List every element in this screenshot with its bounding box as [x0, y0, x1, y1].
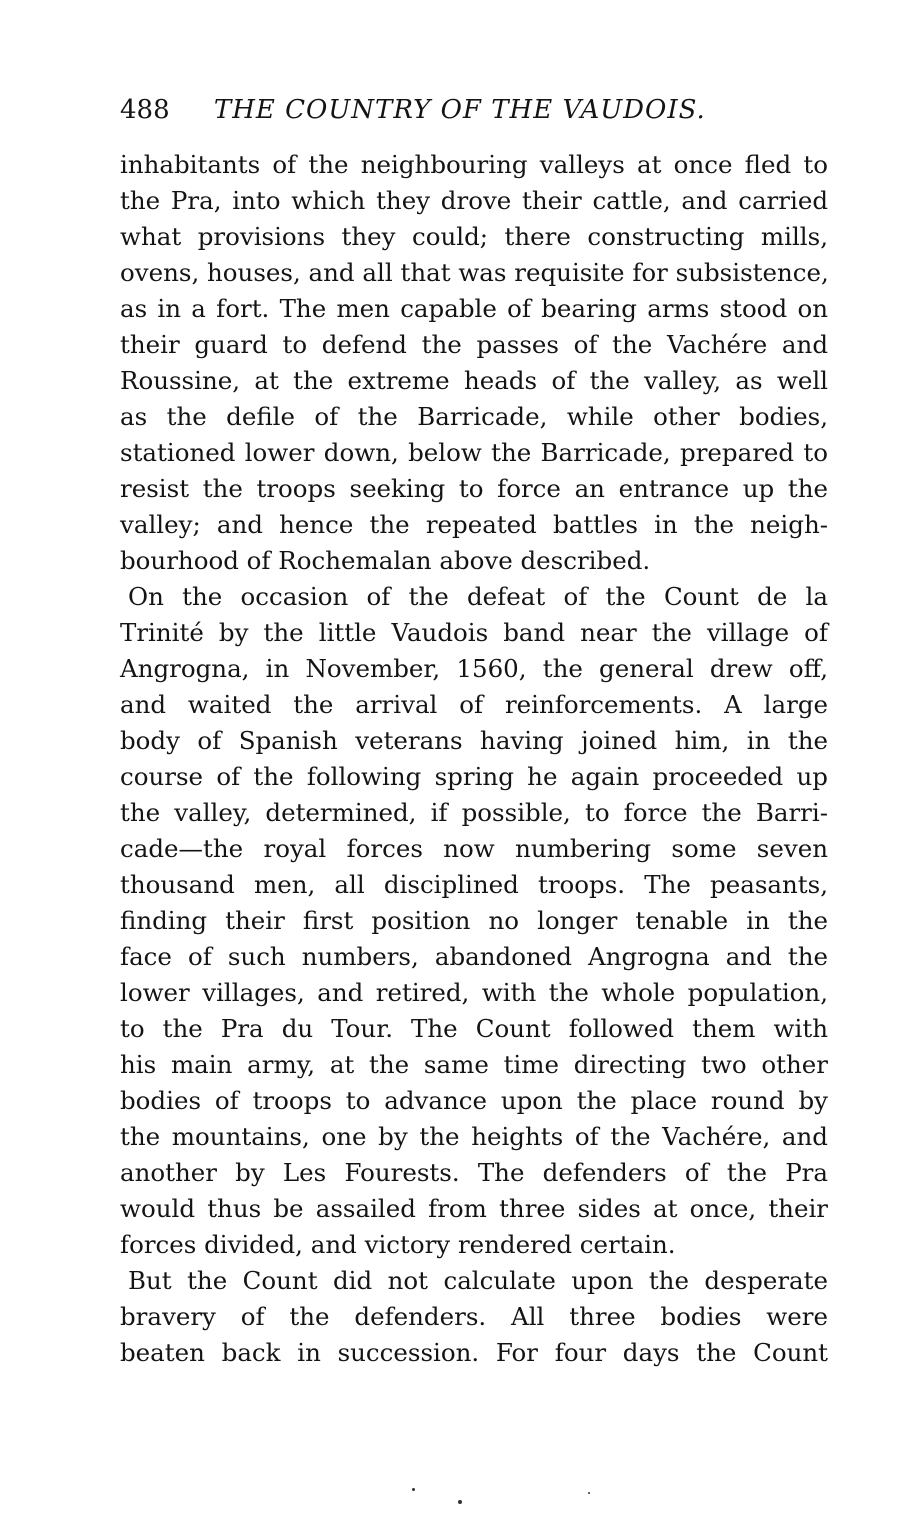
text-line: course of the following spring he again proceeded up — [120, 762, 828, 791]
body-text — [120, 147, 828, 1371]
paragraph-2 — [120, 579, 828, 1263]
running-title: THE COUNTRY OF THE VAUDOIS. — [213, 95, 706, 125]
text-line: Angrogna, in November, 1560, the general drew off, — [120, 654, 828, 683]
text-line: forces divided, and victory rendered certain. — [120, 1230, 676, 1259]
text-line: thousand men, all disciplined troops. The peasants, — [120, 870, 828, 899]
text-line: and waited the arrival of reinforcements. A large — [120, 690, 828, 719]
text-line: resist the troops seeking to force an entrance up the — [120, 474, 828, 503]
scan-speck — [458, 1500, 462, 1504]
text-line: valley; and hence the repeated battles in the neigh- — [120, 510, 828, 539]
text-line: On the occasion of the defeat of the Count de la — [128, 582, 828, 611]
text-line: as the defile of the Barricade, while other bodies, — [120, 402, 828, 431]
text-line: cade—the royal forces now numbering some seven — [120, 834, 828, 863]
text-line: the mountains, one by the heights of the Vachére, and — [120, 1122, 828, 1151]
text-line: another by Les Fourests. The defenders of the Pra — [120, 1158, 828, 1187]
text-line: what provisions they could; there constructing mills, — [120, 222, 828, 251]
text-line: Trinité by the little Vaudois band near the village of — [120, 618, 828, 647]
text-line: to the Pra du Tour. The Count followed them with — [120, 1014, 828, 1043]
text-line: lower villages, and retired, with the whole population, — [120, 978, 828, 1007]
scan-specks — [0, 1488, 900, 1508]
text-line: bourhood of Rochemalan above described. — [120, 546, 651, 575]
text-line: the Pra, into which they drove their cattle, and carried — [120, 186, 828, 215]
page-number: 488 — [120, 95, 170, 125]
page-header — [120, 90, 830, 130]
text-line: the valley, determined, if possible, to force the Barri- — [120, 798, 828, 827]
text-line: inhabitants of the neighbouring valleys at once fled to — [120, 150, 828, 179]
text-line: ovens, houses, and all that was requisite for subsistence, — [120, 258, 829, 287]
text-line: finding their first position no longer tenable in the — [120, 906, 828, 935]
text-line: face of such numbers, abandoned Angrogna and the — [120, 942, 828, 971]
text-line: their guard to defend the passes of the Vachére and — [120, 330, 828, 359]
paragraph-1 — [120, 147, 828, 579]
text-line: But the Count did not calculate upon the desperate — [128, 1266, 828, 1295]
text-line: bravery of the defenders. All three bodies were — [120, 1302, 828, 1331]
text-line: bodies of troops to advance upon the place round by — [120, 1086, 828, 1115]
text-line: would thus be assailed from three sides at once, their — [120, 1194, 828, 1223]
text-line: as in a fort. The men capable of bearing arms stood on — [120, 294, 828, 323]
text-line: beaten back in succession. For four days the Count — [120, 1338, 828, 1367]
text-line: Roussine, at the extreme heads of the valley, as well — [120, 366, 828, 395]
paragraph-3 — [120, 1263, 828, 1371]
text-line: stationed lower down, below the Barricade, prepared to — [120, 438, 828, 467]
text-line: his main army, at the same time directing two other — [120, 1050, 828, 1079]
scan-speck — [412, 1488, 415, 1491]
text-line: body of Spanish veterans having joined him, in the — [120, 726, 828, 755]
scan-speck — [588, 1492, 590, 1494]
